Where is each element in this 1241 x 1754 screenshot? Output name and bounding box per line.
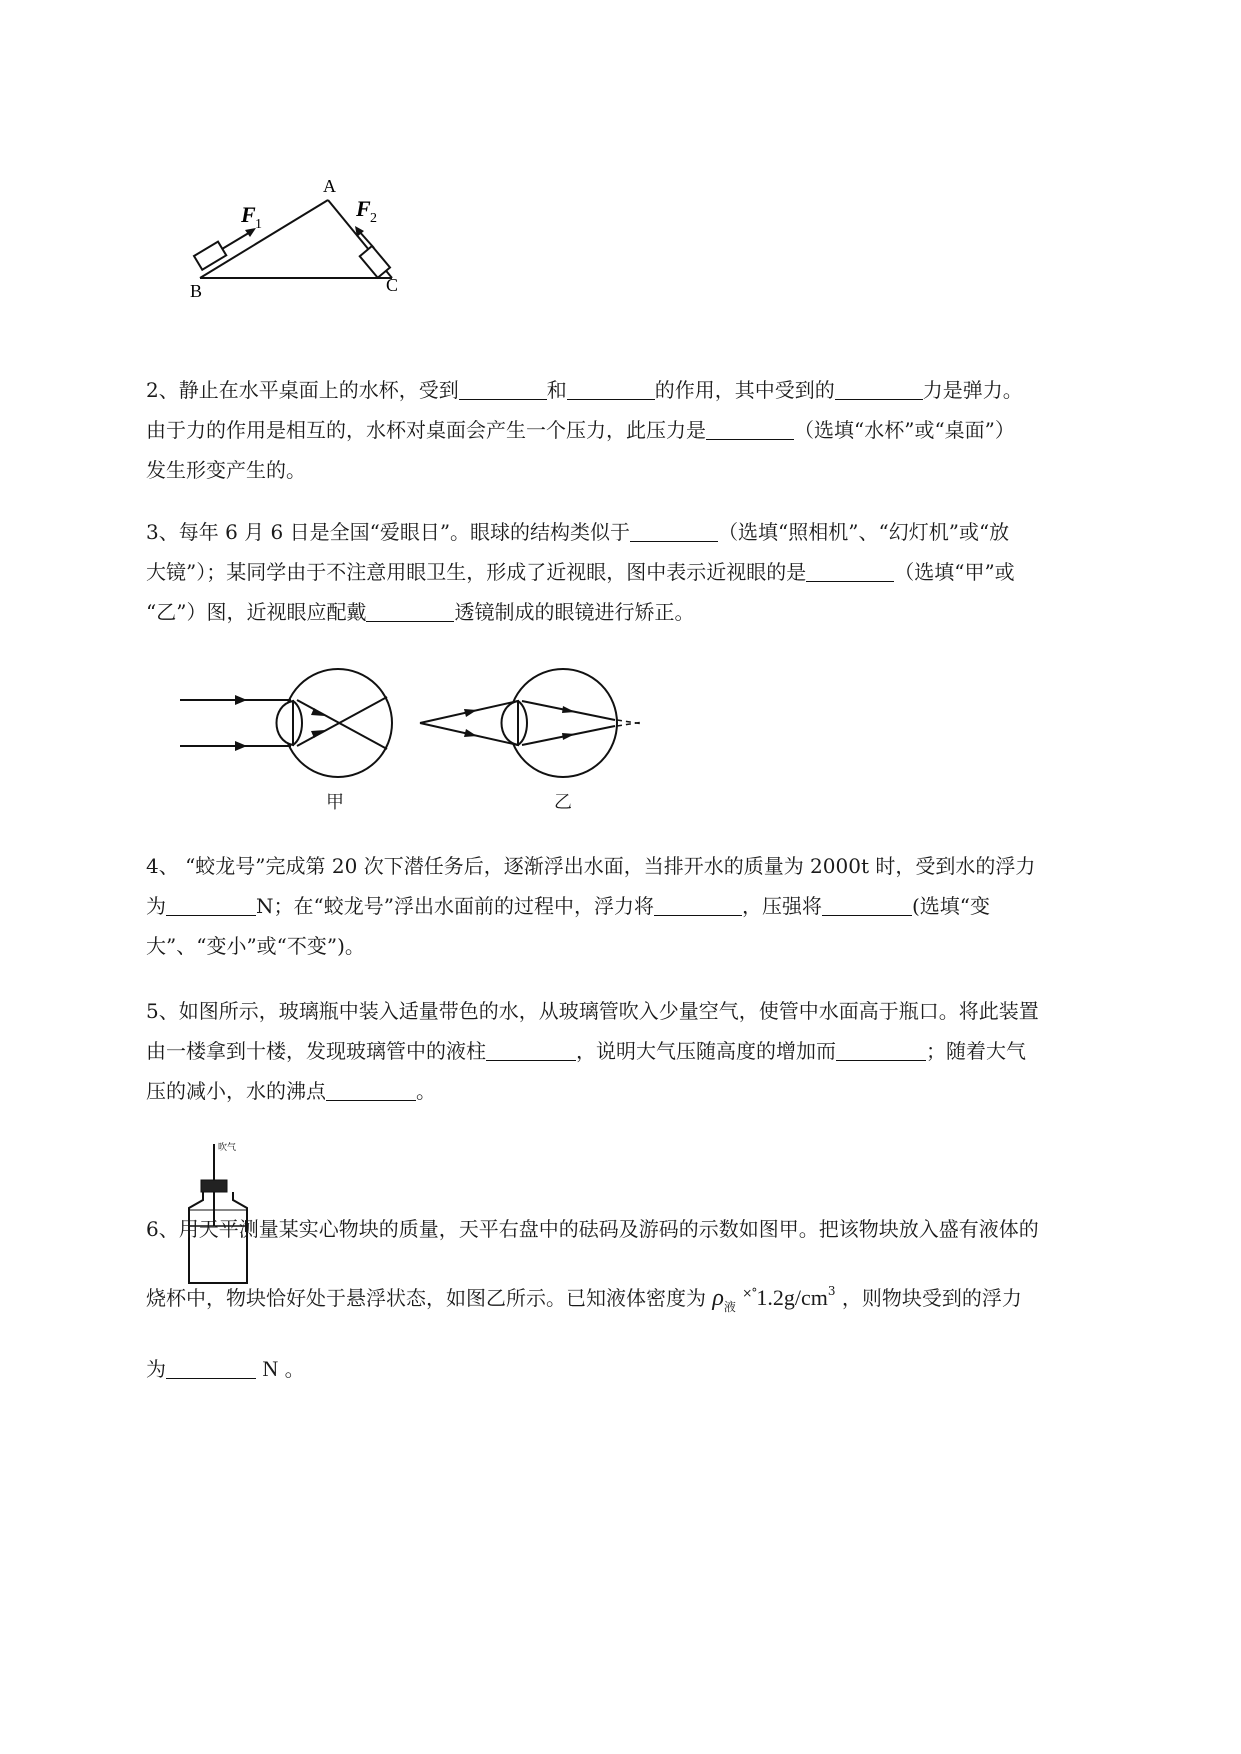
stray-marks: ×° bbox=[742, 1286, 757, 1300]
arrowhead-yi-in-top bbox=[464, 709, 477, 717]
q4-text: N；在“蛟龙号”浮出水面前的过程中，浮力将 bbox=[256, 894, 654, 918]
q2-text: 和 bbox=[546, 378, 567, 402]
q6-text: ，则物块受到的浮力 bbox=[841, 1286, 1022, 1310]
force-f1-arrow bbox=[222, 231, 252, 249]
density-value: 1.2g/cm bbox=[756, 1285, 828, 1310]
lens-jia bbox=[277, 701, 303, 745]
q4-text: 大”、“变小”或“不变”)。 bbox=[146, 934, 365, 958]
q4-text: ，压强将 bbox=[741, 894, 822, 918]
label-f1-sub: 1 bbox=[255, 217, 262, 232]
label-f2: F bbox=[356, 196, 371, 221]
blow-air-label: 吹气 bbox=[218, 1142, 237, 1152]
eye-diagram-yi bbox=[415, 665, 655, 785]
answer-blank[interactable] bbox=[654, 895, 742, 916]
answer-blank[interactable] bbox=[835, 379, 923, 400]
answer-blank[interactable] bbox=[567, 379, 655, 400]
lens-yi bbox=[502, 701, 528, 745]
q5-text: 压的减小，水的沸点 bbox=[146, 1079, 326, 1103]
label-a: A bbox=[323, 176, 336, 196]
answer-blank[interactable] bbox=[706, 419, 794, 440]
q2-text: （选填“水杯”或“桌面”） bbox=[794, 418, 1015, 442]
q6-text: 为 bbox=[146, 1357, 166, 1381]
arrowhead-yi-in-bottom bbox=[464, 729, 477, 737]
bottle-cap bbox=[201, 1180, 227, 1192]
arrowhead-yi-out-top bbox=[562, 706, 575, 713]
answer-blank[interactable] bbox=[459, 379, 547, 400]
q5-text: ，说明大气压随高度的增加而 bbox=[576, 1039, 836, 1063]
q2-text: 力是弹力。 bbox=[922, 378, 1023, 402]
block-right bbox=[360, 246, 390, 278]
q3-text: （选填“甲”或 bbox=[894, 560, 1015, 584]
question-6 bbox=[146, 1198, 1152, 1400]
label-f2-sub: 2 bbox=[370, 211, 377, 226]
answer-blank[interactable] bbox=[630, 521, 718, 542]
answer-blank[interactable] bbox=[166, 1358, 256, 1379]
arrowhead-jia-bottom bbox=[235, 741, 247, 751]
caption-jia: 甲 bbox=[326, 792, 344, 813]
q2-text: 发生形变产生的。 bbox=[146, 458, 306, 482]
q6-text: 。 bbox=[284, 1357, 305, 1381]
q5-text: 。 bbox=[416, 1079, 436, 1103]
q3-text: 透镜制成的眼镜进行矫正。 bbox=[454, 600, 695, 624]
q6-text: 烧杯中，物块恰好处于悬浮状态，如图乙所示。已知液体密度为 bbox=[146, 1286, 706, 1310]
q4-text: 为 bbox=[146, 894, 166, 918]
question-2 bbox=[146, 370, 1152, 490]
q2-text: 的作用，其中受到的 bbox=[654, 378, 835, 402]
rho-subscript: 液 bbox=[723, 1300, 736, 1314]
question-5 bbox=[146, 991, 1152, 1111]
q2-text: 2、静止在水平桌面上的水杯，受到 bbox=[146, 378, 459, 402]
density-superscript: 3 bbox=[827, 1284, 836, 1298]
q5-text: ；随着大气 bbox=[926, 1039, 1026, 1063]
rho-symbol: ρ bbox=[712, 1285, 724, 1311]
unit-n: N bbox=[262, 1356, 279, 1381]
q5-text: 5、如图所示，玻璃瓶中装入适量带色的水，从玻璃管吹入少量空气，使管中水面高于瓶口。将此装置 bbox=[146, 999, 1039, 1023]
q3-text: 大镜”）；某同学由于不注意用眼卫生，形成了近视眼，图中表示近视眼的是 bbox=[146, 560, 807, 584]
answer-blank[interactable] bbox=[806, 561, 894, 582]
answer-blank[interactable] bbox=[486, 1040, 576, 1061]
answer-blank[interactable] bbox=[326, 1080, 416, 1101]
q3-text: “乙”）图，近视眼应配戴 bbox=[146, 600, 367, 624]
q6-text: 6、用天平测量某实心物块的质量，天平右盘中的砝码及游码的示数如图甲。把该物块放入盛有液体的 bbox=[146, 1217, 1039, 1241]
question-4 bbox=[146, 846, 1152, 966]
caption-yi: 乙 bbox=[554, 792, 572, 813]
incline-ab bbox=[200, 200, 328, 278]
arrowhead-jia-top bbox=[235, 695, 247, 705]
label-f1: F bbox=[241, 202, 256, 227]
answer-blank[interactable] bbox=[366, 601, 454, 622]
answer-blank[interactable] bbox=[822, 895, 912, 916]
answer-blank[interactable] bbox=[166, 895, 256, 916]
answer-blank[interactable] bbox=[836, 1040, 926, 1061]
q2-text: 由于力的作用是相互的，水杯对桌面会产生一个压力，此压力是 bbox=[146, 418, 706, 442]
arrowhead-yi-out-bottom bbox=[562, 733, 575, 740]
label-c: C bbox=[386, 275, 399, 295]
ray-jia-refract-bottom bbox=[297, 697, 387, 746]
eye-diagram-jia bbox=[175, 665, 405, 785]
label-b: B bbox=[190, 281, 203, 301]
q3-text: 3、每年 6 月 6 日是全国“爱眼日”。眼球的结构类似于 bbox=[146, 520, 631, 544]
q5-text: 由一楼拿到十楼，发现玻璃管中的液柱 bbox=[146, 1039, 486, 1063]
q4-text: (选填“变 bbox=[911, 894, 990, 918]
incline-triangle-diagram bbox=[190, 170, 430, 305]
q4-text: 4、 “蛟龙号”完成第 20 次下潜任务后，逐渐浮出水面，当排开水的质量为 2000t 时，受到水的浮力 bbox=[146, 854, 1036, 878]
question-3 bbox=[146, 512, 1152, 632]
q3-text: （选填“照相机”、“幻灯机”或“放 bbox=[718, 520, 1010, 544]
ray-jia-refract-top bbox=[297, 700, 387, 749]
